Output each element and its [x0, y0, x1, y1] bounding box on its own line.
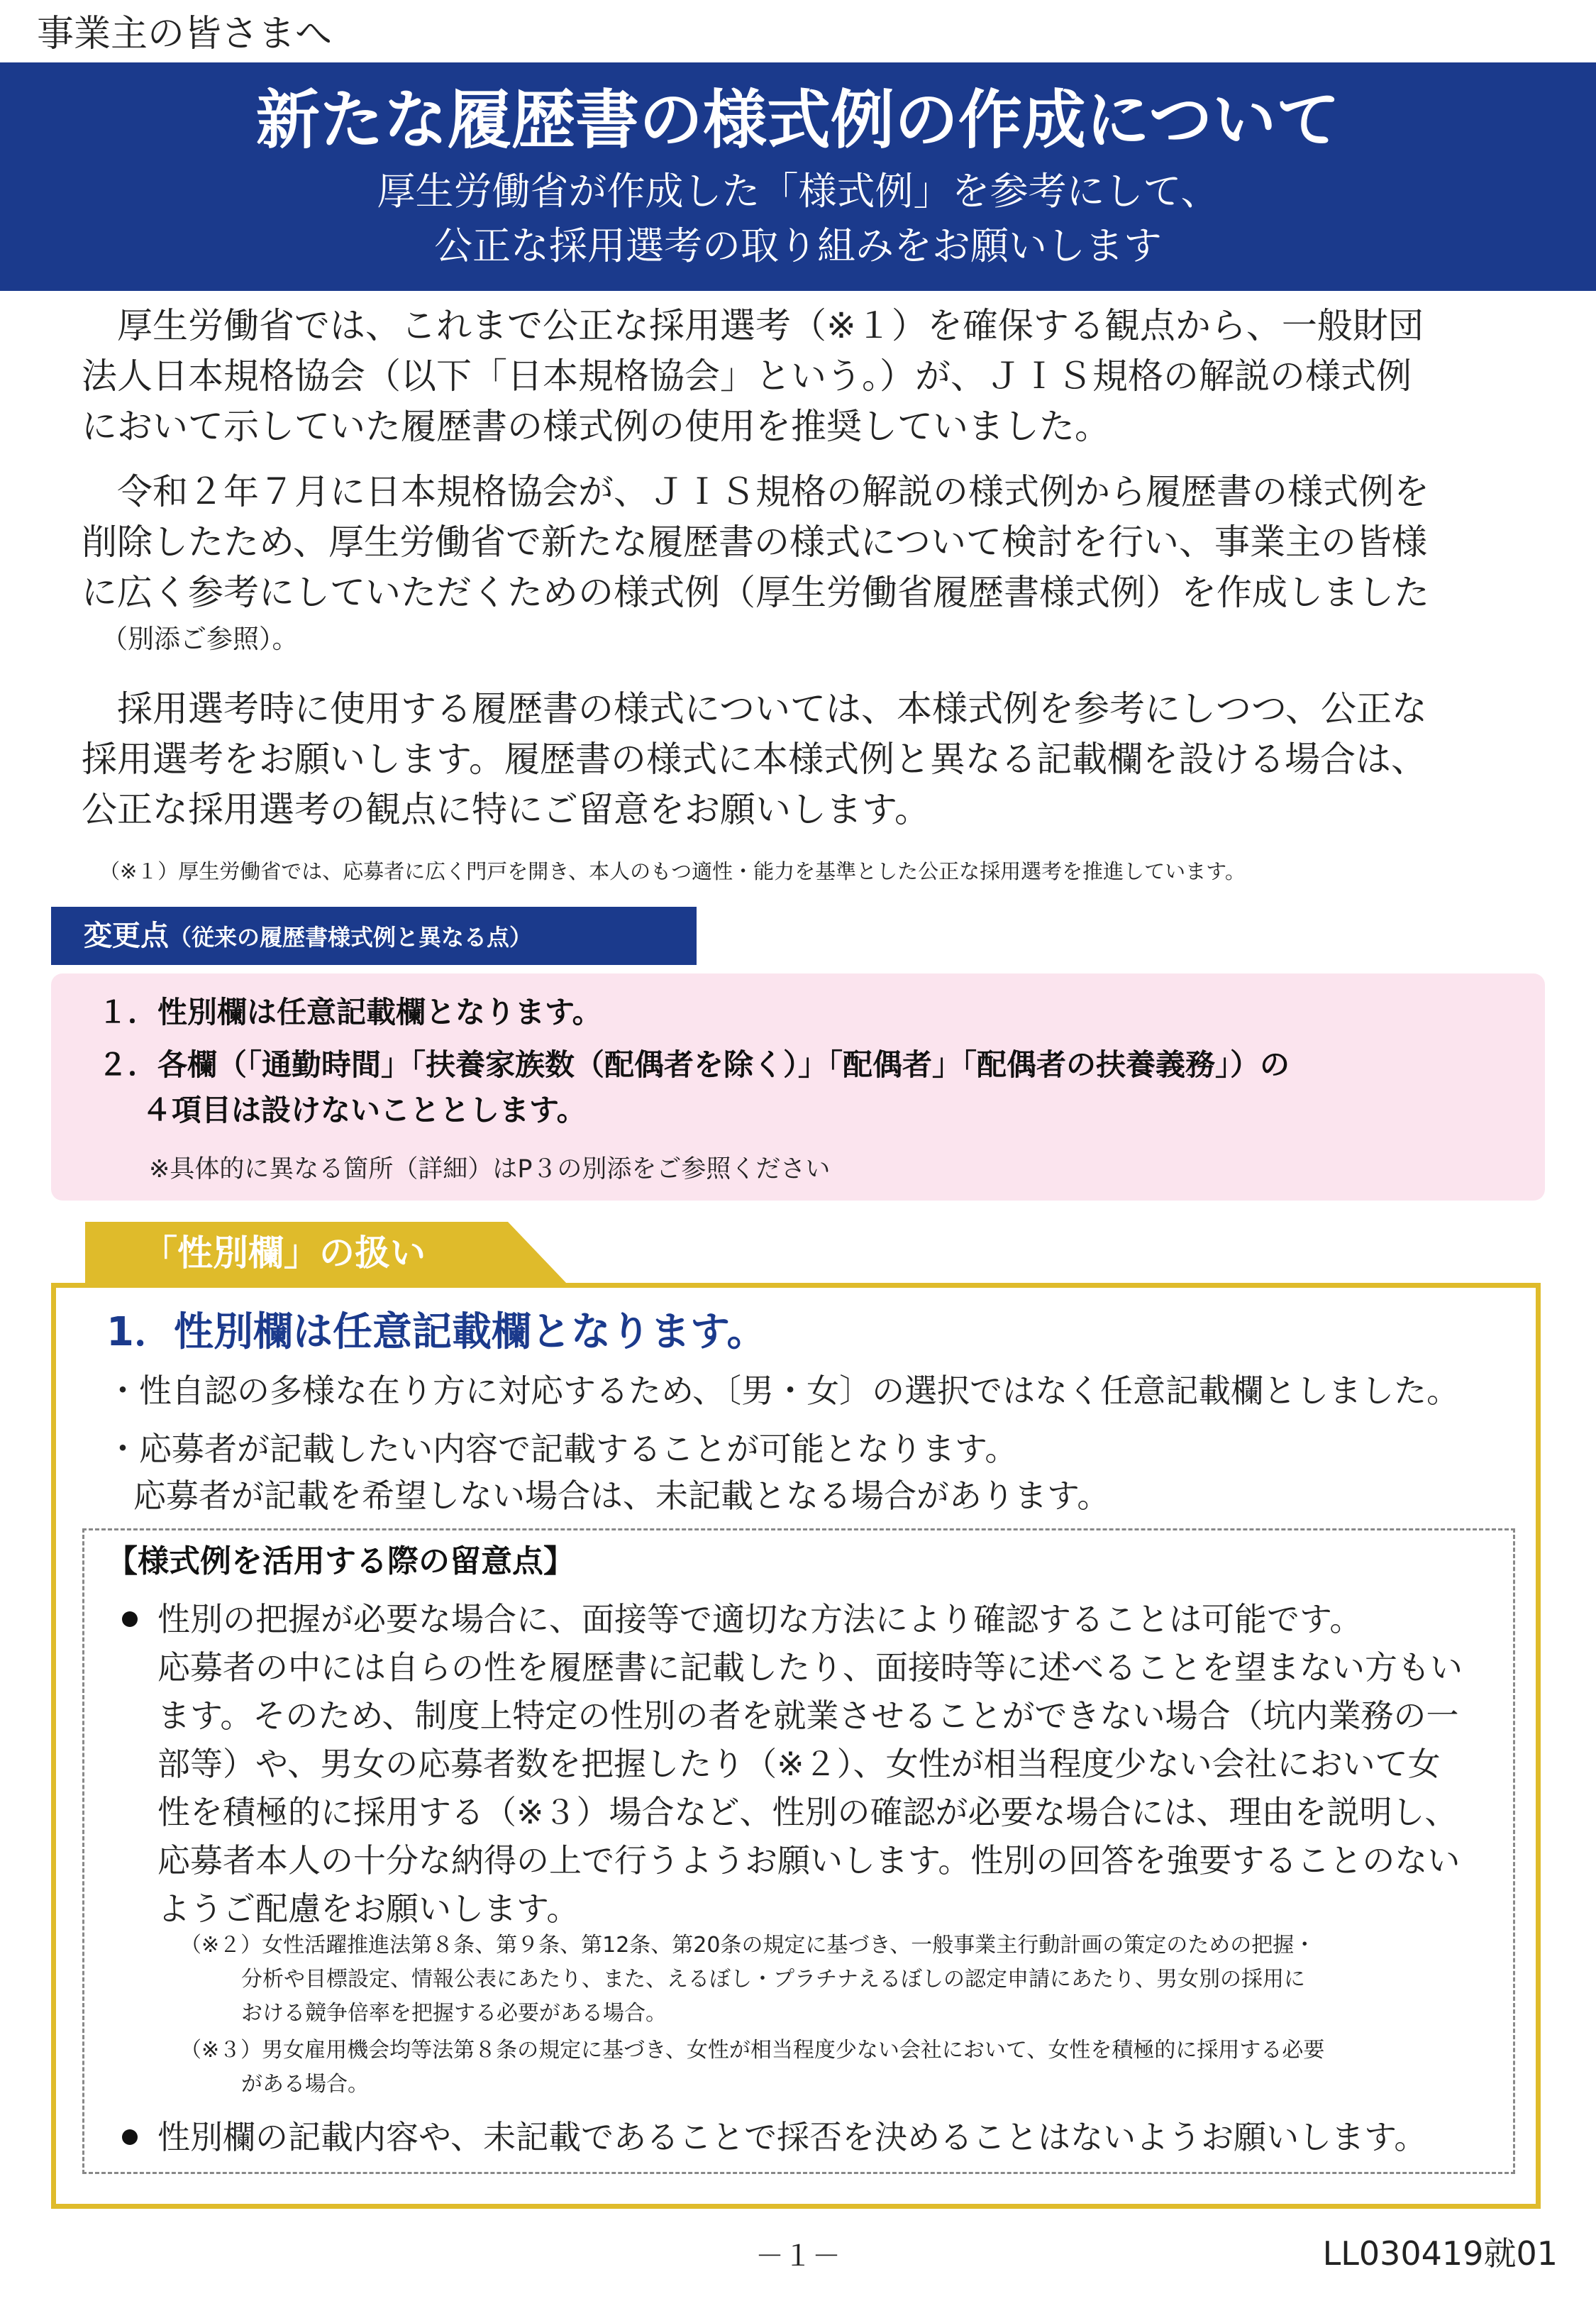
intro-paragraph-2: [82, 467, 1514, 661]
point-2: 性別欄の記載内容や、未記載であることで採否を決めることはないようお願いします。: [157, 2118, 1427, 2156]
bullet-dot-icon: [122, 1611, 138, 1627]
point-1-line-3: ます。そのため、制度上特定の性別の者を就業させることができない場合（坑内業務の一: [157, 1697, 1459, 1735]
gender-section-heading: 1．性別欄は任意記載欄となります。: [106, 1309, 767, 1355]
point-1-line-6: 応募者本人の十分な納得の上で行うようお願いします。性別の回答を強要することのない: [157, 1841, 1461, 1880]
subtitle-line-2: 公正な採用選考の取り組みをお願いします: [434, 224, 1162, 268]
change-item-1: １．性別欄は任意記載欄となります。: [98, 995, 602, 1030]
changes-tag-paren: （従来の履歴書様式例と異なる点）: [169, 924, 533, 951]
notes-heading: 【様式例を活用する際の留意点】: [106, 1543, 575, 1579]
subtitle-line-1: 厚生労働省が作成した「様式例」を参考にして、: [377, 169, 1219, 214]
bullet-dot-icon: [122, 2129, 138, 2145]
point-1-line-5: 性を積極的に採用する（※３）場合など、性別の確認が必要な場合には、理由を説明し、: [157, 1793, 1458, 1831]
intro-paragraph-1: [82, 301, 1514, 452]
changes-tag-text: [84, 917, 532, 956]
note-3-line-2: がある場合。: [241, 2072, 369, 2097]
page-number: －１－: [755, 2240, 841, 2273]
change-item-2-line-2: ４項目は設けないこととします。: [142, 1093, 587, 1127]
changes-tag-main: 変更点: [84, 920, 169, 952]
change-note: ※具体的に異なる箇所（詳細）はP３の別添をご参照ください: [149, 1155, 831, 1184]
gender-bullet-2-line-1: ・応募者が記載したい内容で記載することが可能となります。: [106, 1430, 1018, 1468]
changes-tag: [51, 907, 697, 965]
note-2-line-3: おける競争倍率を把握する必要がある場合。: [241, 2001, 667, 2026]
gender-bullet-1: ・性自認の多様な在り方に対応するため、〔男・女〕の選択ではなく任意記載欄としました。: [106, 1372, 1460, 1410]
intro-p1-line-3: において示していた履歴書の様式例の使用を推奨していました。: [82, 406, 1110, 447]
intro-p2-line-1: 令和２年７月に日本規格協会が、ＪＩＳ規格の解説の様式例から履歴書の様式例を: [117, 471, 1429, 512]
note-2-line-2: 分析や目標設定、情報公表にあたり、また、えるぼし・プラチナえるぼしの認定申請にあたり、男女別の採用に: [241, 1967, 1305, 1992]
footnote-1: （※１）厚生労働省では、応募者に広く門戸を開き、本人のもつ適性・能力を基準とした公正な採用選考を推進しています。: [99, 859, 1246, 883]
document-code: LL030419就01: [1322, 2234, 1558, 2273]
intro-p2-note: （別添ご参照）。: [101, 624, 299, 654]
intro-p2-line-3: に広く参考にしていただくための様式例（厚生労働省履歴書様式例）を作成しました: [82, 572, 1429, 613]
page-title: 新たな履歴書の様式例の作成について: [255, 83, 1341, 158]
intro-p2-line-2: 削除したため、厚生労働省で新たな履歴書の様式について検討を行い、事業主の皆様: [82, 522, 1427, 563]
gender-section-tab-label: 「性別欄」の扱い: [142, 1232, 426, 1274]
intro-p3-line-3: 公正な採用選考の観点に特にご留意をお願いします。: [82, 789, 930, 830]
note-3-line-1: （※３）男女雇用機会均等法第８条の規定に基づき、女性が相当程度少ない会社において、女性を積極的に採用する必要: [180, 2038, 1325, 2063]
gender-bullet-2-line-2: 応募者が記載を希望しない場合は、未記載となる場合があります。: [133, 1477, 1110, 1515]
intro-p3-line-2: 採用選考をお願いします。履歴書の様式に本様式例と異なる記載欄を設ける場合は、: [82, 739, 1426, 780]
change-item-2-line-1: ２．各欄（「通勤時間」「扶養家族数（配偶者を除く）」「配偶者」「配偶者の扶養義務」）の: [98, 1047, 1290, 1082]
addressee: 事業主の皆さまへ: [37, 13, 333, 55]
point-1-line-7: ようご配慮をお願いします。: [157, 1890, 580, 1928]
point-1-line-1: 性別の把握が必要な場合に、面接等で適切な方法により確認することは可能です。: [157, 1600, 1363, 1638]
intro-p1-line-2: 法人日本規格協会（以下「日本規格協会」という。）が、ＪＩＳ規格の解説の様式例: [82, 355, 1412, 397]
point-1-line-2: 応募者の中には自らの性を履歴書に記載したり、面接時等に述べることを望まない方もい: [157, 1648, 1463, 1687]
intro-paragraph-3: [82, 684, 1514, 835]
point-1-line-4: 部等）や、男女の応募者数を把握したり（※２）、女性が相当程度少ない会社において女: [157, 1745, 1441, 1783]
intro-p3-line-1: 採用選考時に使用する履歴書の様式については、本様式例を参考にしつつ、公正な: [117, 688, 1427, 729]
note-2-line-1: （※２）女性活躍推進法第８条、第９条、第12条、第20条の規定に基づき、一般事業主行動計画の策定のための把握・: [180, 1933, 1316, 1958]
intro-p1-line-1: 厚生労働省では、これまで公正な採用選考（※１）を確保する観点から、一般財団: [117, 305, 1424, 346]
